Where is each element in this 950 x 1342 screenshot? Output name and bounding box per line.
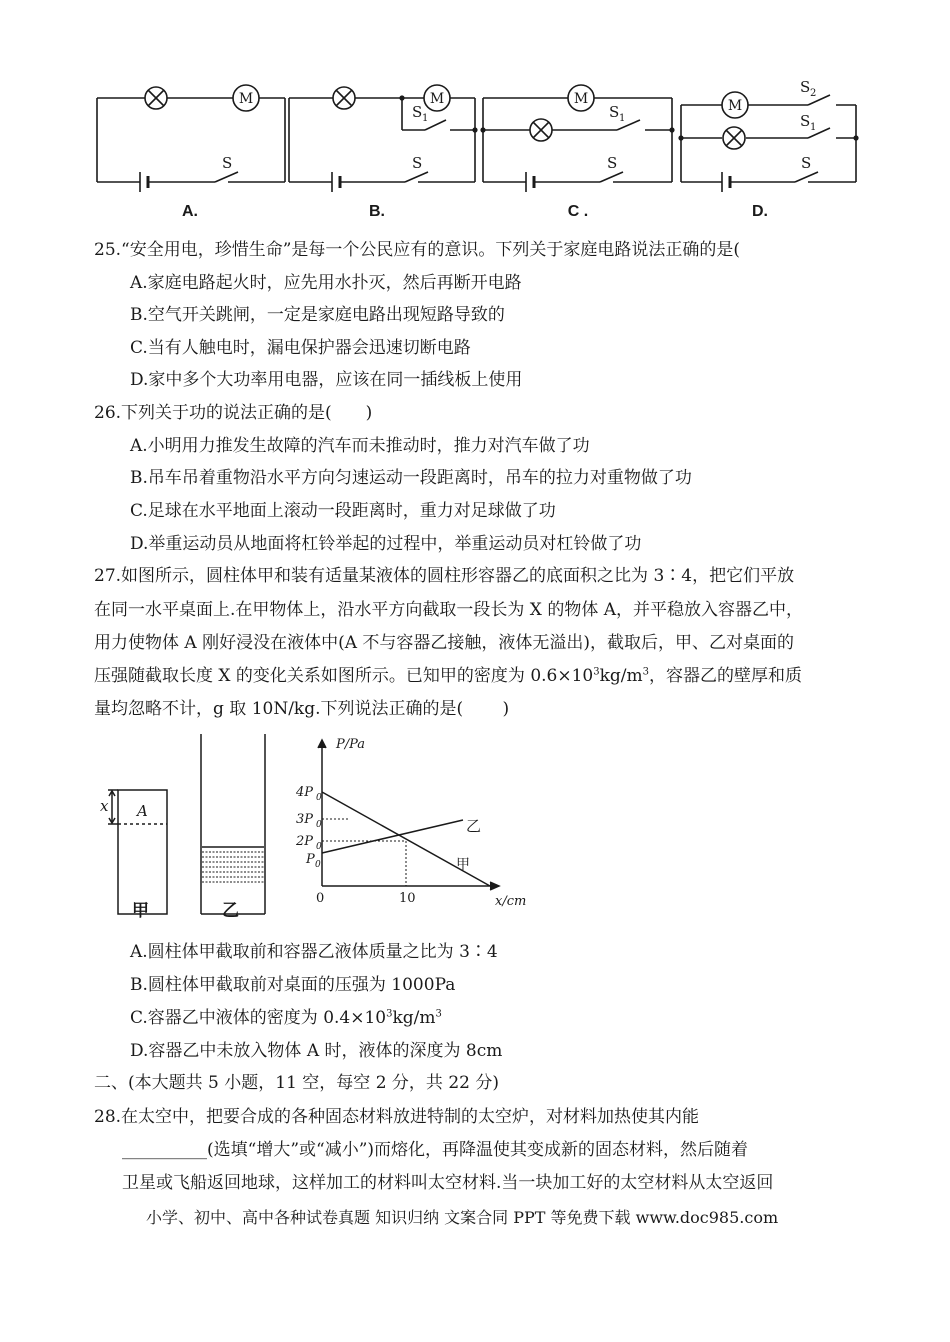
origin-label: 0 (316, 891, 325, 906)
motor-label: M (573, 91, 589, 107)
q26-option-d: D.举重运动员从地面将杠铃举起的过程中，举重运动员对杠铃做了功 (130, 534, 642, 554)
motor-label: M (727, 98, 743, 114)
q28-line-2: __________(选填“增大”或“减小”)而熔化，再降温使其变成新的固态材料，然后随着 (122, 1140, 749, 1160)
motor-label: M (238, 91, 254, 107)
yi-label: 乙 (222, 901, 239, 921)
q27-line-1: 27.如图所示，圆柱体甲和装有适量某液体的圆柱形容器乙的底面积之比为 3∶4，把它们平放 (94, 566, 795, 586)
q27-option-a: A.圆柱体甲截取前和容器乙液体质量之比为 3∶4 (130, 942, 498, 962)
q25-option-a: A.家庭电路起火时，应先用水扑灭，然后再断开电路 (130, 273, 522, 293)
q27-option-b: B.圆柱体甲截取前对桌面的压强为 1000Pa (130, 975, 456, 995)
q27-figure (0, 728, 950, 928)
q25-option-d: D.家中多个大功率用电器，应该在同一插线板上使用 (130, 370, 523, 390)
q25-stem: 25.“安全用电，珍惜生命”是每一个公民应有的意识。下列关于家庭电路说法正确的是( (94, 240, 741, 260)
svg-text:0: 0 (315, 860, 321, 870)
circuit-label-c: C . (567, 203, 589, 220)
q27-line-3: 用力使物体 A 刚好浸没在液体中(A 不与容器乙接触，液体无溢出)，截取后，甲、乙对桌面的 (94, 633, 795, 653)
tick-3p0: 3P (296, 812, 314, 827)
graph-label-jia: 甲 (456, 857, 470, 873)
circuit-label-a: A. (182, 203, 198, 220)
switch-label: S (412, 154, 423, 172)
q27-line-4: 压强随截取长度 X 的变化关系如图所示。已知甲的密度为 $0.6\times 10^3kg/m^3$，容器乙的壁厚和质 (94, 666, 803, 686)
tick-2p0: 2P (296, 834, 314, 849)
line-yi (322, 820, 463, 853)
q25-option-c: C.当有人触电时，漏电保护器会迅速切断电路 (130, 338, 471, 358)
circuit-diagrams (0, 0, 950, 230)
tick-x-10: 10 (399, 891, 416, 906)
tick-4p0: 4P (296, 785, 314, 800)
q27-option-d: D.容器乙中未放入物体 A 时，液体的深度为 8cm (130, 1041, 503, 1061)
tick-p0: P (306, 852, 315, 867)
q26-option-b: B.吊车吊着重物沿水平方向匀速运动一段距离时，吊车的拉力对重物做了功 (130, 468, 692, 488)
switch-label: S (801, 154, 812, 172)
switch-label: S (800, 78, 811, 96)
circuit-d (681, 95, 856, 192)
a-label: A (137, 802, 148, 820)
q28-line-3: 卫星或飞船返回地球，这样加工的材料叫太空材料.当一块加工好的太空材料从太空返回 (122, 1173, 774, 1193)
switch-label: S (607, 154, 618, 172)
q25-option-b: B.空气开关跳闸，一定是家庭电路出现短路导致的 (130, 305, 505, 325)
switch-subscript: 1 (422, 113, 429, 124)
lamp-icon (723, 127, 745, 149)
switch-label: S (800, 112, 811, 130)
q26-option-a: A.小明用力推发生故障的汽车而未推动时，推力对汽车做了功 (130, 436, 590, 456)
q26-option-c: C.足球在水平地面上滚动一段距离时，重力对足球做了功 (130, 501, 556, 521)
q26-stem: 26.下列关于功的说法正确的是( ) (94, 403, 373, 423)
jia-label: 甲 (132, 901, 149, 921)
q27-line-2: 在同一水平桌面上.在甲物体上，沿水平方向截取一段长为 X 的物体 A，并平稳放入容器乙中， (94, 600, 803, 620)
page-footer: 小学、初中、高中各种试卷真题 知识归纳 文案合同 PPT 等免费下载 www.doc985.com (146, 1208, 779, 1227)
switch-subscript: 1 (810, 122, 817, 133)
switch-label: S (222, 154, 233, 172)
liquid-fill (202, 847, 264, 882)
circuit-label-b: B. (369, 203, 385, 220)
junction-dots (399, 95, 858, 140)
graph-label-yi: 乙 (466, 817, 482, 835)
switch-label: S (412, 103, 423, 121)
lamp-icon (333, 87, 355, 109)
svg-text:0: 0 (316, 820, 322, 830)
circuit-c (483, 98, 672, 192)
q27-line-5: 量均忽略不计，g 取 10N/kg.下列说法正确的是( ) (94, 699, 510, 719)
x-label: x (100, 797, 109, 815)
lamp-icon (530, 119, 552, 141)
circuit-b (289, 98, 475, 192)
lamp-icon (145, 87, 167, 109)
q28-line-1: 28.在太空中，把要合成的各种固态材料放进特制的太空炉，对材料加热使其内能 (94, 1107, 700, 1127)
motor-label: M (429, 91, 445, 107)
q27-option-c: C.容器乙中液体的密度为 $0.4\times 10^3kg/m^3$ (130, 1008, 442, 1028)
y-axis-label: P/Pa (336, 737, 366, 752)
svg-text:0: 0 (316, 793, 322, 803)
x-axis-label: x/cm (495, 894, 527, 909)
svg-text:0: 0 (316, 842, 322, 852)
switch-subscript: 1 (619, 113, 626, 124)
circuit-a (97, 98, 285, 192)
switch-subscript: 2 (810, 88, 817, 99)
switch-label: S (609, 103, 620, 121)
section-2-title: 二、(本大题共 5 小题，11 空，每空 2 分，共 22 分) (94, 1073, 499, 1093)
circuit-label-d: D. (752, 203, 768, 220)
